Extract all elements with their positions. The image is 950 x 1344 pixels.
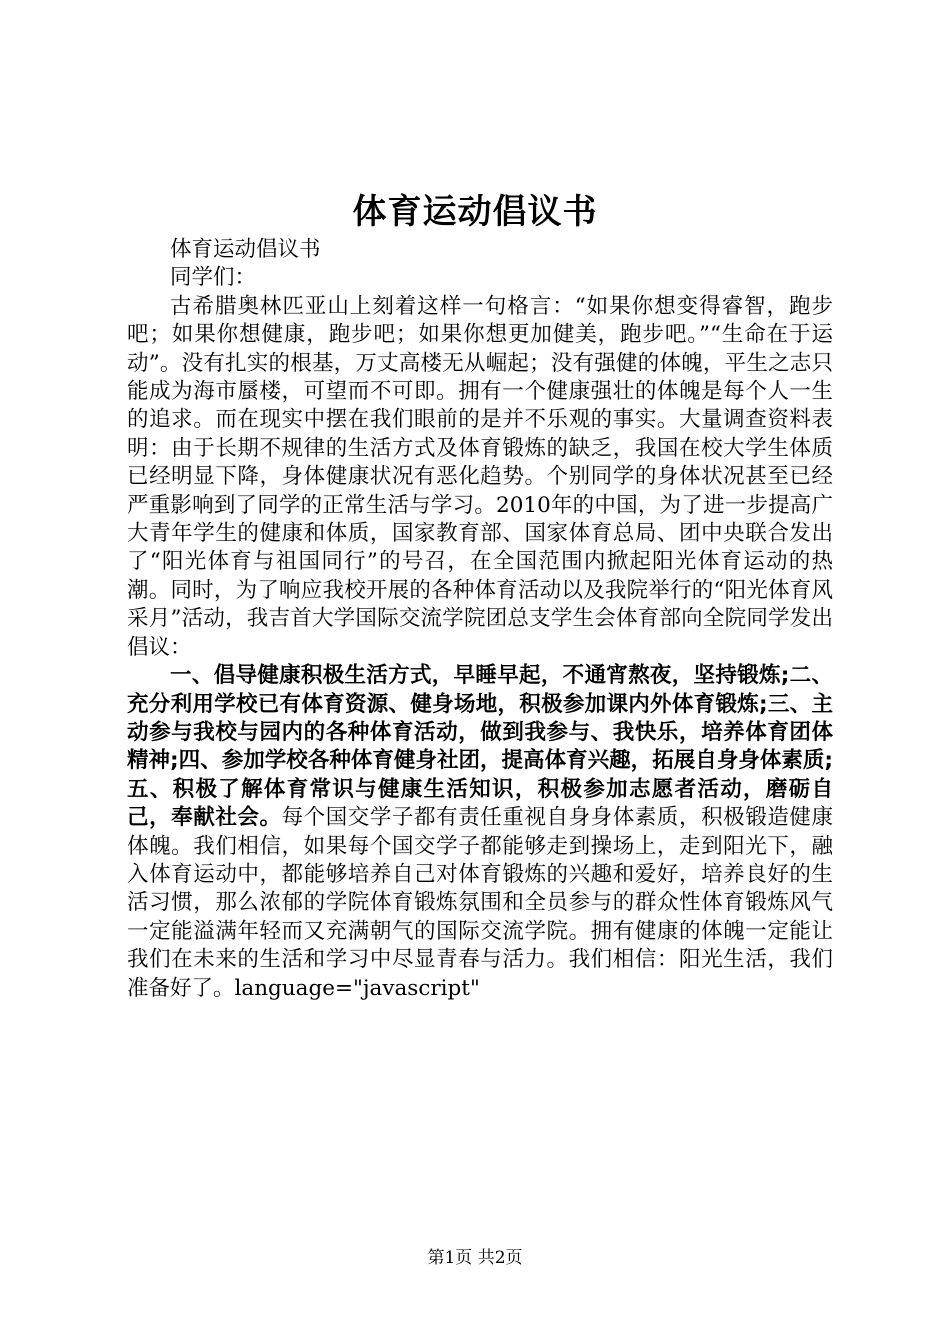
salutation: 同学们： [170, 265, 257, 291]
proposal-paragraph [127, 662, 833, 1003]
page-footer: 第1页 共2页 [427, 1248, 523, 1268]
intro-paragraph: 古希腊奥林匹亚山上刻着这样一句格言：“如果你想变得睿智，跑步吧；如果你想健康，跑步吧；如果你想更加健美，跑步吧。”“生命在于运动”。没有扎实的根基，万丈高楼无从崛起；没有强健的体魄，平生之志只能成为海市蜃楼，可望而不可即。拥有一个健康强壮的体魄是每个人一生的追求。而在现实中摆在我们眼前的是并不乐观的事实。大量调查资料表明：由于长期不规律的生活方式及体育锻炼的缺乏，我国在校大学生体质已经明显下降，身体健康状况有恶化趋势。个别同学的身体状况甚至已经严重影响到了同学的正常生活与学习。2010年的中国，为了进一步提高广大青年学生的健康和体质，国家教育部、国家体育总局、团中央联合发出了“阳光体育与祖国同行”的号召，在全国范围内掀起阳光体育运动的热潮。同时，为了响应我校开展的各种体育活动以及我院举行的“阳光体育风采月”活动，我吉首大学国际交流学院团总支学生会体育部向全院同学发出倡议： [127, 293, 833, 660]
document-title: 体育运动倡议书 [352, 192, 598, 232]
document-body [127, 236, 833, 1003]
document-subtitle: 体育运动倡议书 [170, 237, 321, 262]
closing-text: 每个国交学子都有责任重视自身身体素质，积极锻造健康体魄。我们相信，如果每个国交学子都能够走到操场上，走到阳光下，融入体育运动中，都能够培养自己对体育锻炼的兴趣和爱好，培养良好的生活习惯，那么浓郁的学院体育锻炼氛围和全员参与的群众性体育锻炼风气一定能溢满年轻而又充满朝气的国际交流学院。拥有健康的体魄一定能让我们在未来的生活和学习中尽显青春与活力。我们相信：阳光生活，我们准备好了。language="javascript" [127, 805, 833, 1001]
proposal-list: 一、倡导健康积极生活方式，早睡早起，不通宵熬夜，坚持锻炼;二、充分利用学校已有体育资源、健身场地，积极参加课内外体育锻炼;三、主动参与我校与园内的各种体育活动，做到我参与、我快乐，培养体育团体精神;四、参加学校各种体育健身社团，提高体育兴趣，拓展自身身体素质;五、积极了解体育常识与健康生活知识，积极参加志愿者活动，磨砺自己，奉献社会。 [127, 663, 833, 831]
